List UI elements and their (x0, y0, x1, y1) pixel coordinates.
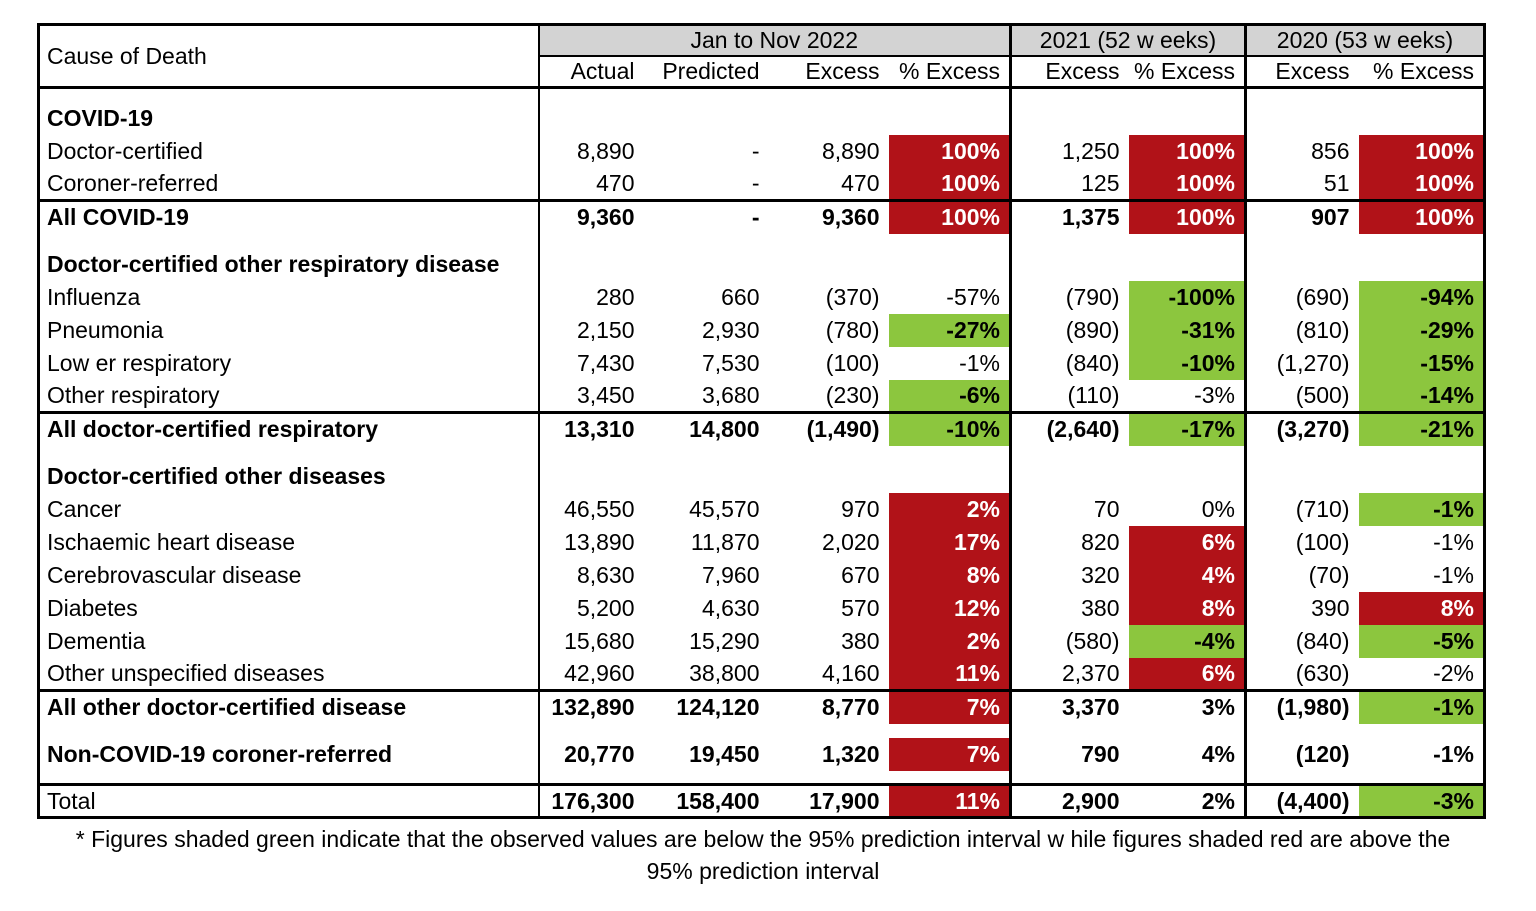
cell-actual (539, 460, 644, 493)
cell-excess-2021: (110) (1067, 381, 1120, 408)
table-row (39, 493, 1485, 526)
cell-excess-2021: (2,640) (1011, 413, 1129, 446)
cell-pct-excess-2021 (1129, 88, 1246, 102)
cell-excess-2022 (769, 102, 889, 135)
cell-pct-excess-2022 (889, 771, 1011, 785)
cell-excess-2022 (769, 460, 889, 493)
cell-actual: 8,890 (576, 137, 635, 164)
cell-pct-excess-2021: -31% (1129, 314, 1246, 347)
spacer-row (39, 724, 1485, 738)
group-header-row (39, 25, 1485, 56)
row-label: All other doctor-certified disease (39, 691, 539, 724)
cell-pct-excess-2022 (889, 724, 1011, 738)
section-label: Doctor-certified other diseases (39, 460, 539, 493)
cell-pct-excess-2021: -17% (1129, 413, 1246, 446)
table-header (39, 25, 1485, 88)
cell-pct-excess-2021: -3% (1129, 380, 1246, 413)
group-header-2020: 2020 (53 w eeks) (1246, 25, 1485, 56)
spacer-row (39, 88, 1485, 102)
cell-predicted: 2,930 (701, 316, 760, 343)
cell-excess-2021 (1011, 248, 1129, 281)
cell-excess-2022 (769, 234, 889, 248)
section-label: COVID-19 (39, 102, 539, 135)
cell-pct-excess-2022: -10% (889, 413, 1011, 446)
section-label: Doctor-certified other respiratory disease (39, 248, 539, 281)
cell-excess-2022: 570 (841, 594, 880, 621)
cell-pct-excess-2022: 2% (889, 625, 1011, 658)
excess-deaths-table (37, 23, 1486, 819)
cell-excess-2020 (1246, 234, 1359, 248)
table-row (39, 785, 1485, 818)
row-label: Ischaemic heart disease (39, 526, 539, 559)
cell-excess-2020: (840) (1295, 627, 1350, 654)
cell-excess-2020 (1246, 771, 1359, 785)
cell-excess-2022: (100) (825, 349, 880, 376)
table-row (39, 592, 1485, 625)
cell-excess-2020: 907 (1246, 201, 1359, 234)
cell-predicted (644, 446, 769, 460)
cell-pct-excess-2020: -94% (1359, 281, 1485, 314)
cell-pct-excess-2020 (1359, 248, 1485, 281)
cell-pct-excess-2022: 100% (889, 168, 1011, 201)
row-label: Low er respiratory (39, 347, 539, 380)
cell-pct-excess-2021 (1129, 248, 1246, 281)
cell-excess-2022: (230) (825, 381, 880, 408)
cell-pct-excess-2021: 4% (1129, 738, 1246, 771)
table-row (39, 168, 1485, 201)
cell-predicted: 7,960 (701, 561, 760, 588)
cell-pct-excess-2020: -15% (1359, 347, 1485, 380)
cell-excess-2022: 9,360 (769, 201, 889, 234)
cell-excess-2022: 470 (841, 169, 880, 196)
cell-pct-excess-2020 (1359, 446, 1485, 460)
col-header-pct-excess-2020: % Excess (1359, 56, 1485, 88)
cell-excess-2021 (1011, 446, 1129, 460)
table-row (39, 691, 1485, 724)
cell-excess-2020: (810) (1295, 316, 1350, 343)
cell-pct-excess-2021: 3% (1129, 691, 1246, 724)
cell-excess-2020 (1246, 102, 1359, 135)
cell-predicted: - (644, 201, 769, 234)
table-row (39, 559, 1485, 592)
cell-pct-excess-2020: -3% (1359, 785, 1485, 818)
cell-excess-2020 (1246, 248, 1359, 281)
cell-pct-excess-2021: 0% (1129, 493, 1246, 526)
cell-pct-excess-2020: 100% (1359, 201, 1485, 234)
cell-excess-2021 (1011, 234, 1129, 248)
table-row (39, 314, 1485, 347)
cell-pct-excess-2022: 17% (889, 526, 1011, 559)
cell-excess-2021: (890) (1065, 316, 1120, 343)
row-label (39, 724, 539, 738)
cell-excess-2022: 8,770 (769, 691, 889, 724)
cell-pct-excess-2022: 12% (889, 592, 1011, 625)
cell-actual: 5,200 (576, 594, 635, 621)
row-label (39, 88, 539, 102)
cell-pct-excess-2022: 7% (889, 738, 1011, 771)
cell-excess-2022 (769, 771, 889, 785)
cell-excess-2022 (769, 446, 889, 460)
cell-pct-excess-2021 (1129, 724, 1246, 738)
cell-excess-2020: (4,400) (1246, 785, 1359, 818)
cell-actual: 15,680 (564, 627, 635, 654)
cell-excess-2022: 8,890 (821, 137, 880, 164)
section-row (39, 460, 1485, 493)
row-label: Non-COVID-19 coroner-referred (39, 738, 539, 771)
cell-excess-2020: (3,270) (1246, 413, 1359, 446)
cell-actual: 176,300 (539, 785, 644, 818)
row-label: Coroner-referred (39, 168, 539, 201)
cell-pct-excess-2021: -10% (1129, 347, 1246, 380)
cell-predicted: 19,450 (689, 740, 760, 767)
cell-pct-excess-2020: -5% (1359, 625, 1485, 658)
cell-actual: 46,550 (564, 495, 635, 522)
row-label: Total (39, 785, 539, 818)
cell-actual: 20,770 (564, 740, 635, 767)
footnote-line-1: * Figures shaded green indicate that the observed values are below the 95% prediction interval w hile figures shaded red are above the (75, 826, 1451, 852)
cell-predicted: 14,800 (644, 413, 769, 446)
cell-excess-2022: 17,900 (769, 785, 889, 818)
cell-excess-2021 (1011, 88, 1129, 102)
spacer-row (39, 446, 1485, 460)
cause-of-death-header: Cause of Death (39, 25, 539, 88)
cell-excess-2021: 1,250 (1061, 137, 1120, 164)
cell-pct-excess-2021: 100% (1129, 201, 1246, 234)
cell-pct-excess-2021 (1129, 102, 1246, 135)
cell-excess-2021: 125 (1081, 169, 1120, 196)
row-label (39, 234, 539, 248)
cell-pct-excess-2021: 8% (1129, 592, 1246, 625)
cell-predicted: 11,870 (690, 528, 760, 555)
cell-pct-excess-2021: 6% (1129, 526, 1246, 559)
cell-pct-excess-2021: 100% (1129, 135, 1246, 168)
cell-pct-excess-2020: -1% (1433, 740, 1474, 767)
cell-pct-excess-2020: -14% (1359, 380, 1485, 413)
cell-pct-excess-2020: 8% (1359, 592, 1485, 625)
cell-predicted: 3,680 (701, 381, 760, 408)
row-label (39, 446, 539, 460)
cell-pct-excess-2021 (1129, 460, 1246, 493)
cell-excess-2020: 390 (1311, 594, 1350, 621)
cell-pct-excess-2021: 2% (1129, 785, 1246, 818)
cell-pct-excess-2022: -6% (889, 380, 1011, 413)
cell-actual (539, 771, 644, 785)
table-row (39, 347, 1485, 380)
cell-predicted: - (751, 169, 760, 196)
cell-pct-excess-2020: -1% (1433, 528, 1474, 555)
cell-excess-2021: 1,375 (1011, 201, 1129, 234)
cell-excess-2020: 856 (1311, 137, 1350, 164)
cell-pct-excess-2022 (889, 234, 1011, 248)
col-header-excess-2022: Excess (769, 56, 889, 88)
cell-excess-2021 (1011, 724, 1129, 738)
cell-actual: 470 (596, 169, 635, 196)
cell-excess-2022 (769, 724, 889, 738)
cell-predicted (644, 234, 769, 248)
cell-pct-excess-2020 (1359, 102, 1485, 135)
table-row (39, 201, 1485, 234)
cell-pct-excess-2021: -100% (1129, 281, 1246, 314)
footnote-line-2: 95% prediction interval (646, 857, 880, 884)
cell-excess-2020: (500) (1295, 381, 1350, 408)
cell-excess-2020: (690) (1295, 283, 1350, 310)
cell-excess-2021: 70 (1093, 495, 1120, 522)
cell-excess-2021: (840) (1065, 349, 1120, 376)
cell-pct-excess-2022: 8% (889, 559, 1011, 592)
cell-actual: 8,630 (576, 561, 635, 588)
cell-pct-excess-2020: -1% (1359, 493, 1485, 526)
col-header-pct-excess-2022: % Excess (889, 56, 1011, 88)
cell-pct-excess-2020 (1359, 724, 1485, 738)
cell-pct-excess-2021: 100% (1129, 168, 1246, 201)
cell-excess-2021: 790 (1081, 740, 1120, 767)
cell-excess-2020: (1,270) (1276, 349, 1350, 376)
cell-pct-excess-2020: -2% (1433, 659, 1474, 686)
cell-excess-2022: (780) (825, 316, 880, 343)
cell-excess-2021: 2,900 (1011, 785, 1129, 818)
cell-excess-2022: 970 (841, 495, 880, 522)
cell-predicted (644, 88, 769, 102)
cell-excess-2022: 380 (841, 627, 880, 654)
cell-predicted: 38,800 (689, 659, 760, 686)
section-row (39, 102, 1485, 135)
cell-pct-excess-2022 (889, 460, 1011, 493)
cell-excess-2020: (1,980) (1246, 691, 1359, 724)
cell-actual (539, 234, 644, 248)
cell-excess-2021: (790) (1065, 283, 1120, 310)
cell-excess-2021: 320 (1081, 561, 1120, 588)
cell-excess-2020 (1246, 446, 1359, 460)
cell-actual: 7,430 (576, 349, 635, 376)
row-label: Cerebrovascular disease (39, 559, 539, 592)
cell-pct-excess-2022: 100% (889, 135, 1011, 168)
cell-pct-excess-2020 (1359, 88, 1485, 102)
cell-excess-2022: (1,490) (769, 413, 889, 446)
row-label: Other respiratory (39, 380, 539, 413)
cell-pct-excess-2020 (1359, 234, 1485, 248)
cell-actual: 3,450 (576, 381, 635, 408)
cell-excess-2020: (710) (1295, 495, 1350, 522)
row-label: Other unspecified diseases (39, 658, 539, 691)
cell-excess-2021 (1011, 102, 1129, 135)
cell-predicted (644, 102, 769, 135)
cell-actual: 9,360 (539, 201, 644, 234)
cell-pct-excess-2022: 7% (889, 691, 1011, 724)
col-header-actual: Actual (539, 56, 644, 88)
cell-pct-excess-2021 (1129, 446, 1246, 460)
cell-pct-excess-2022: -1% (889, 347, 1011, 380)
section-row (39, 248, 1485, 281)
cell-actual: 280 (596, 283, 635, 310)
cell-predicted: 4,630 (701, 594, 760, 621)
cell-predicted: 45,570 (689, 495, 760, 522)
cell-excess-2021: (580) (1065, 627, 1120, 654)
cell-pct-excess-2021: -4% (1129, 625, 1246, 658)
cell-predicted (644, 771, 769, 785)
cell-actual (539, 724, 644, 738)
cell-pct-excess-2020: 100% (1359, 135, 1485, 168)
cell-actual (539, 102, 644, 135)
cell-pct-excess-2021 (1129, 771, 1246, 785)
table-row (39, 658, 1485, 691)
row-label: Influenza (39, 281, 539, 314)
cell-actual: 132,890 (539, 691, 644, 724)
row-label: Pneumonia (39, 314, 539, 347)
cell-pct-excess-2022: 11% (889, 785, 1011, 818)
col-header-pct-excess-2021: % Excess (1129, 56, 1246, 88)
cell-excess-2022 (769, 248, 889, 281)
spacer-row (39, 234, 1485, 248)
cell-pct-excess-2022: 100% (889, 201, 1011, 234)
cell-excess-2021: 820 (1081, 528, 1120, 555)
cell-excess-2020: (630) (1295, 659, 1350, 686)
cell-actual (539, 248, 644, 281)
row-label: Doctor-certified (39, 135, 539, 168)
cell-predicted: - (751, 137, 760, 164)
cell-pct-excess-2022 (889, 88, 1011, 102)
cell-actual: 13,310 (539, 413, 644, 446)
cell-actual: 13,890 (564, 528, 635, 555)
table-row (39, 738, 1485, 771)
cell-excess-2021: 380 (1081, 594, 1120, 621)
cell-pct-excess-2022: 11% (889, 658, 1011, 691)
cell-actual: 42,960 (564, 659, 635, 686)
cell-actual (539, 446, 644, 460)
cell-pct-excess-2021: 4% (1129, 559, 1246, 592)
cell-pct-excess-2022: 2% (889, 493, 1011, 526)
cell-excess-2021 (1011, 460, 1129, 493)
table-row (39, 380, 1485, 413)
cell-pct-excess-2020: -21% (1359, 413, 1485, 446)
cell-pct-excess-2021 (1129, 234, 1246, 248)
cell-pct-excess-2022 (889, 102, 1011, 135)
cell-excess-2022: (370) (825, 283, 880, 310)
col-header-predicted: Predicted (644, 56, 769, 88)
cell-pct-excess-2020: -29% (1359, 314, 1485, 347)
cell-excess-2021: 3,370 (1011, 691, 1129, 724)
cell-excess-2020: 51 (1323, 169, 1350, 196)
cell-pct-excess-2020 (1359, 460, 1485, 493)
cell-excess-2022: 4,160 (821, 659, 880, 686)
footnote (37, 824, 1489, 887)
row-label: Cancer (39, 493, 539, 526)
cell-pct-excess-2021: 6% (1129, 658, 1246, 691)
cell-predicted: 124,120 (644, 691, 769, 724)
cell-predicted: 158,400 (644, 785, 769, 818)
cell-predicted: 660 (721, 283, 760, 310)
cell-actual (539, 88, 644, 102)
cell-excess-2020 (1246, 724, 1359, 738)
cell-pct-excess-2022: -57% (889, 281, 1011, 314)
cell-excess-2021 (1011, 771, 1129, 785)
row-label: Dementia (39, 625, 539, 658)
cell-pct-excess-2020 (1359, 771, 1485, 785)
table-row (39, 135, 1485, 168)
table-row (39, 625, 1485, 658)
cell-excess-2022: 1,320 (821, 740, 880, 767)
row-label: Diabetes (39, 592, 539, 625)
table-body (39, 88, 1485, 818)
cell-predicted: 15,290 (689, 627, 760, 654)
cell-excess-2021: 2,370 (1061, 659, 1120, 686)
cell-pct-excess-2020: -1% (1359, 691, 1485, 724)
cell-excess-2022 (769, 88, 889, 102)
cell-excess-2020: (70) (1308, 561, 1350, 588)
cell-pct-excess-2020: 100% (1359, 168, 1485, 201)
group-header-2021: 2021 (52 w eeks) (1011, 25, 1246, 56)
cell-excess-2022: 670 (841, 561, 880, 588)
col-header-excess-2020: Excess (1246, 56, 1359, 88)
cell-excess-2020 (1246, 460, 1359, 493)
spacer-row (39, 771, 1485, 785)
row-label: All COVID-19 (39, 201, 539, 234)
cell-predicted (644, 724, 769, 738)
col-header-excess-2021: Excess (1011, 56, 1129, 88)
cell-predicted: 7,530 (701, 349, 760, 376)
cell-excess-2020: (120) (1295, 740, 1350, 767)
cell-pct-excess-2022: -27% (889, 314, 1011, 347)
cell-predicted (644, 460, 769, 493)
table-row (39, 526, 1485, 559)
cell-pct-excess-2020: -1% (1433, 561, 1474, 588)
table-row (39, 281, 1485, 314)
cell-excess-2020 (1246, 88, 1359, 102)
group-header-2022: Jan to Nov 2022 (539, 25, 1011, 56)
cell-excess-2020: (100) (1295, 528, 1350, 555)
cell-pct-excess-2022 (889, 248, 1011, 281)
row-label: All doctor-certified respiratory (39, 413, 539, 446)
cell-excess-2022: 2,020 (821, 528, 880, 555)
cell-predicted (644, 248, 769, 281)
cell-pct-excess-2022 (889, 446, 1011, 460)
table-row (39, 413, 1485, 446)
cell-actual: 2,150 (576, 316, 635, 343)
row-label (39, 771, 539, 785)
